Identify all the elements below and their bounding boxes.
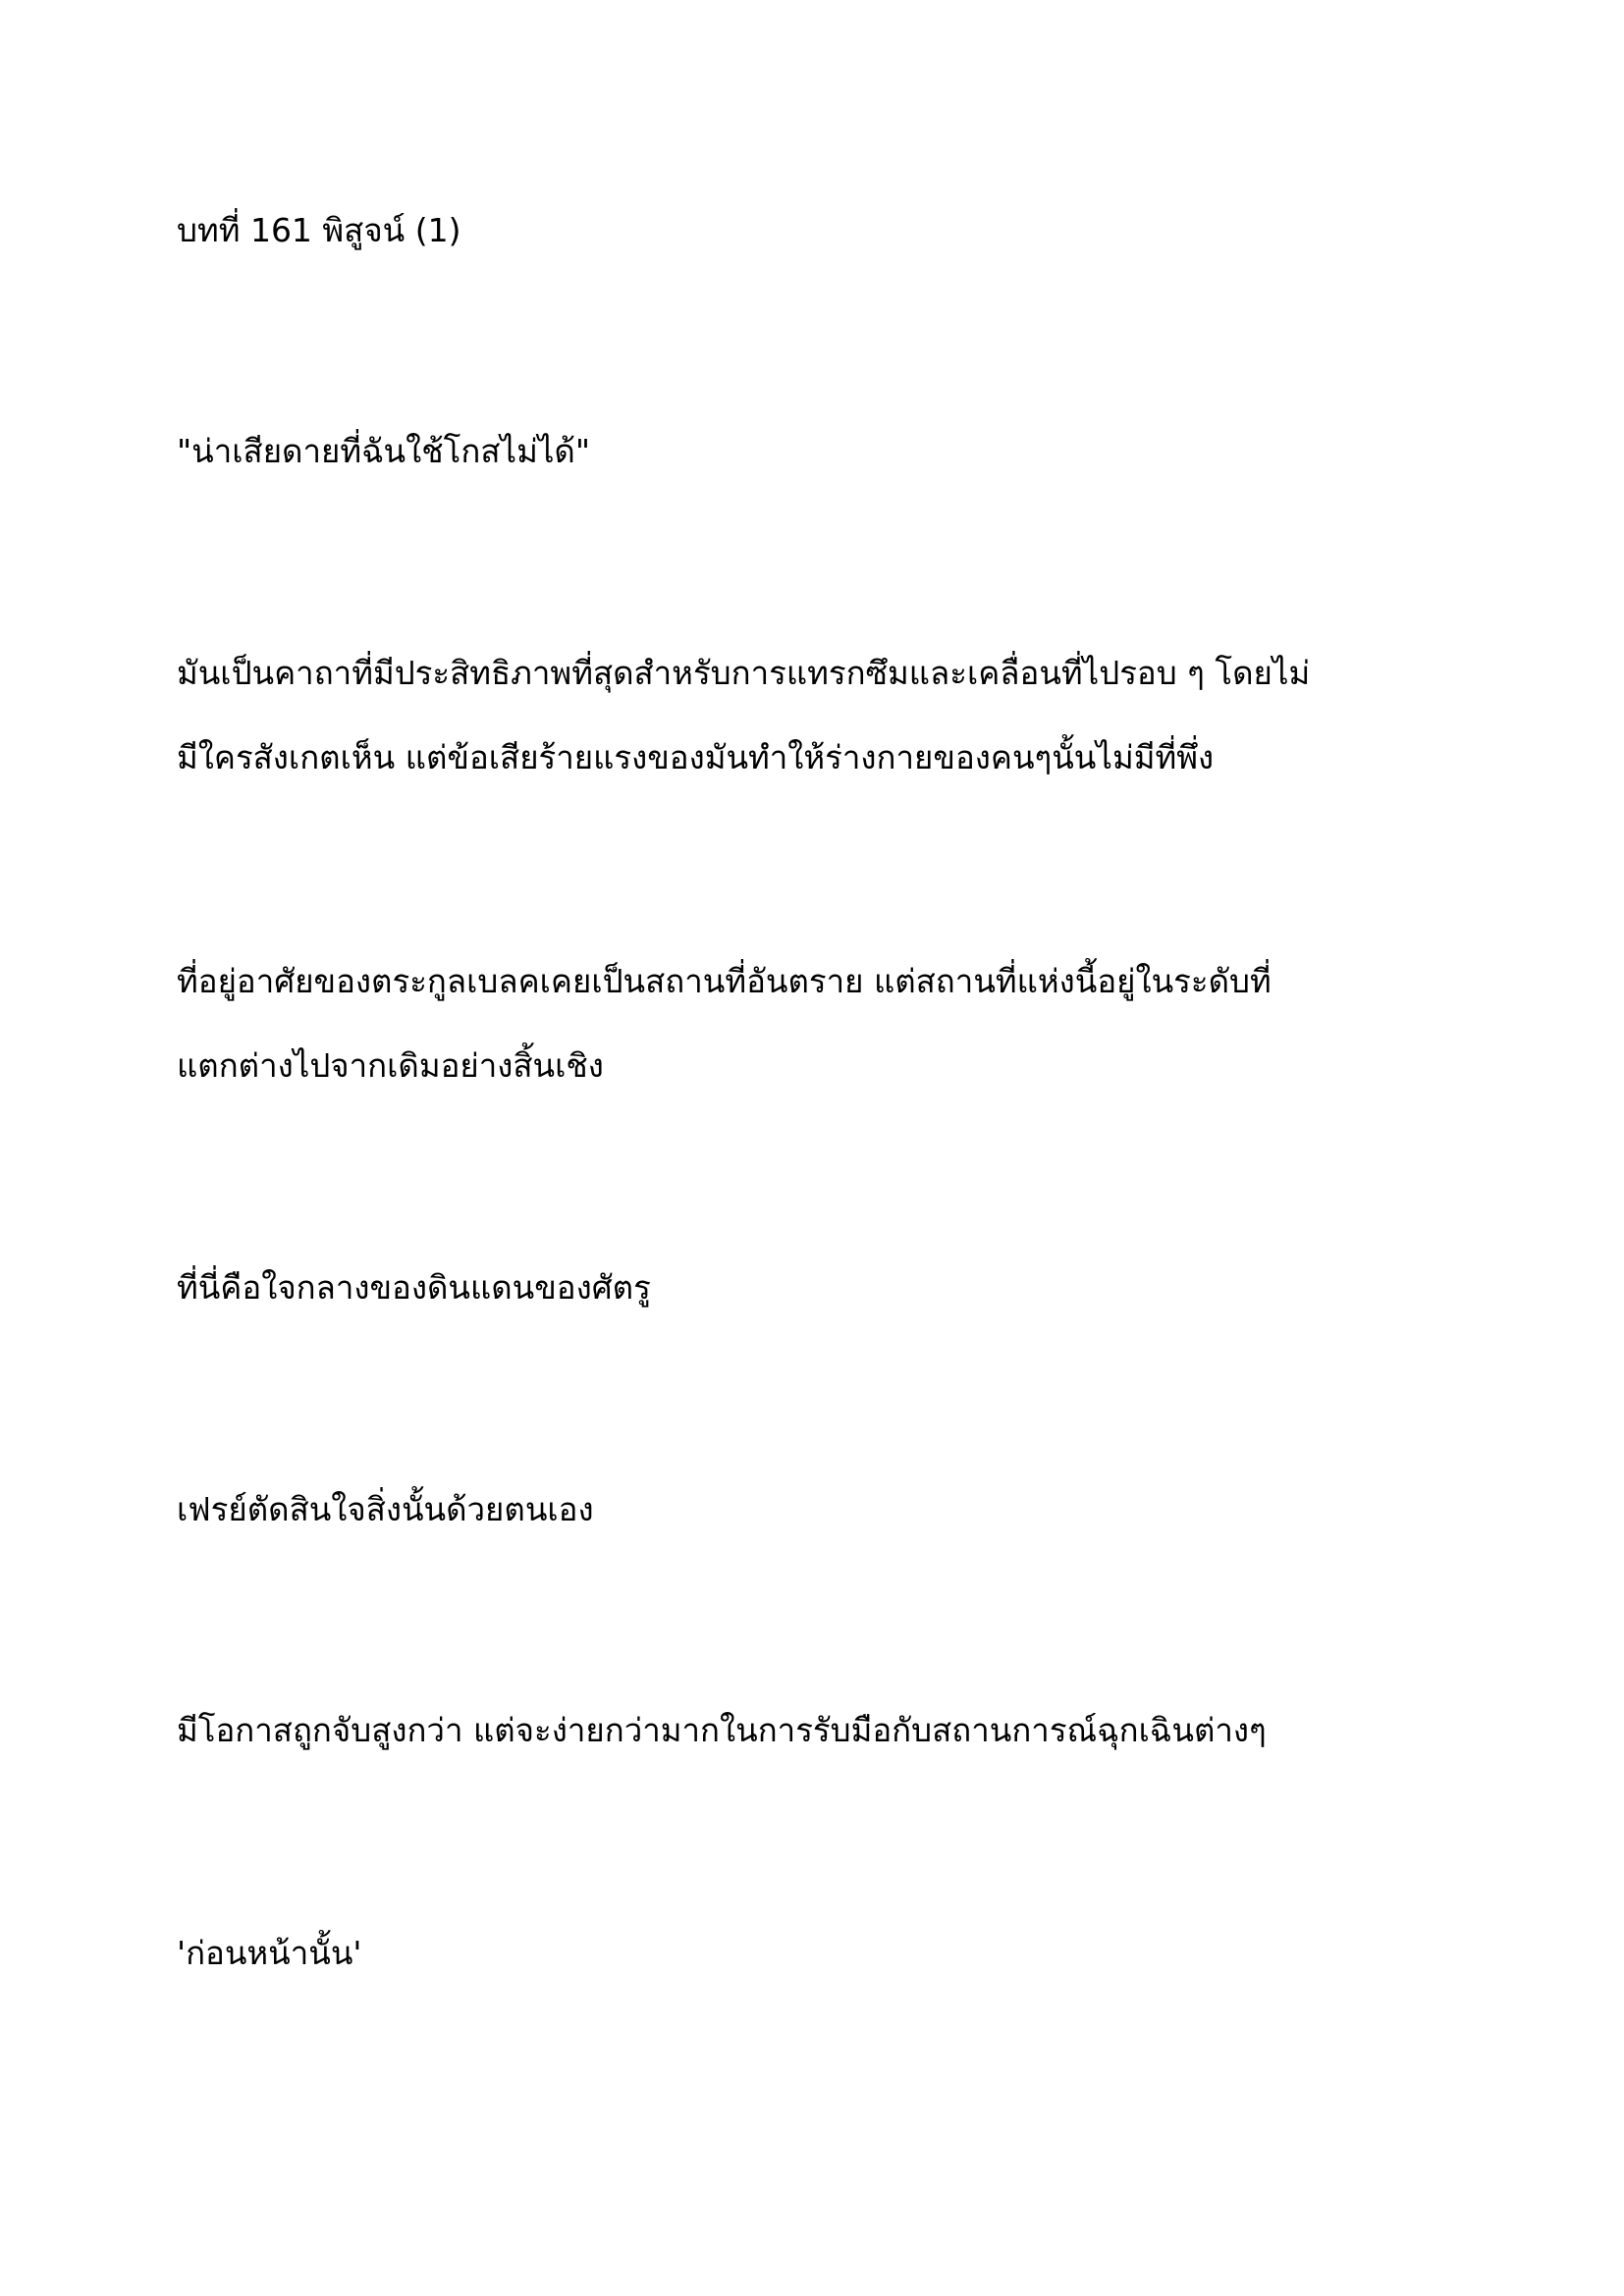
paragraph-line: มันเป็นคาถาที่มีประสิทธิภาพที่สุดสำหรับการแทรกซึมและเคลื่อนที่ไปรอบ ๆ โดยไม่ (177, 654, 1311, 692)
paragraph-line: มีใครสังเกตเห็น แต่ข้อเสียร้ายแรงของมันทำให้ร่างกายของคนๆนั้นไม่มีที่พึ่ง (177, 738, 1215, 776)
paragraph-line: "น่าเสียดายที่ฉันใช้โกสไม่ได้" (177, 432, 591, 470)
paragraph-line: มีโอกาสถูกจับสูงกว่า แต่จะง่ายกว่ามากในการรับมือกับสถานการณ์ฉุกเฉินต่างๆ (177, 1711, 1267, 1749)
paragraph-line: 'ก่อนหน้านั้น' (177, 1934, 362, 1972)
chapter-title: บทที่ 161 พิสูจน์ (1) (177, 211, 461, 249)
paragraph-line: ที่อยู่อาศัยของตระกูลเบลคเคยเป็นสถานที่อันตราย แต่สถานที่แห่งนี้อยู่ในระดับที่ (177, 962, 1272, 1000)
paragraph-line: แตกต่างไปจากเดิมอย่างสิ้นเชิง (177, 1046, 604, 1085)
paragraph-line: เฟรย์ตัดสินใจสิ่งนั้นด้วยตนเอง (177, 1490, 594, 1528)
paragraph-line: ที่นี่คือใจกลางของดินแดนของศัตรู (177, 1268, 651, 1307)
